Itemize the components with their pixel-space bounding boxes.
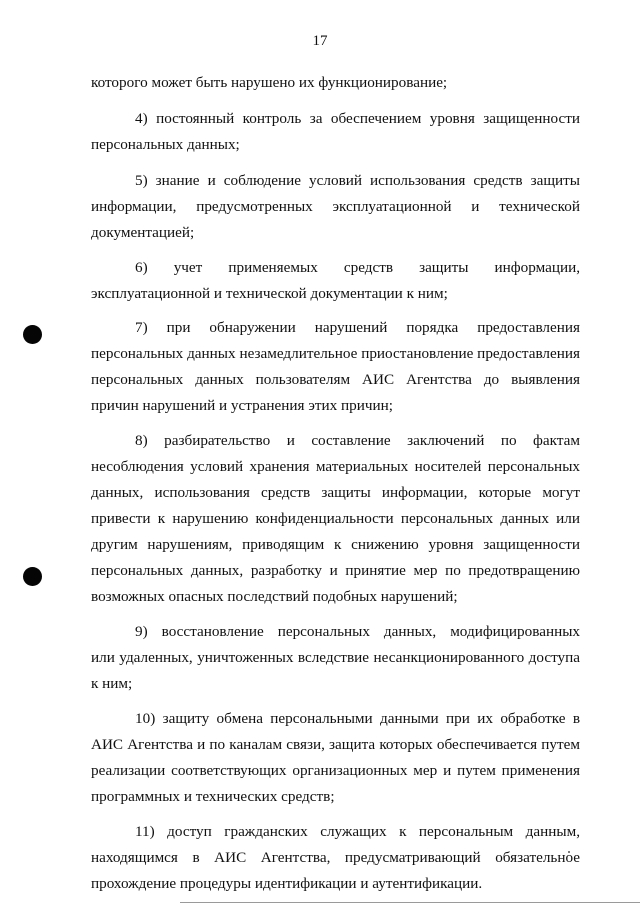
list-item-9-line: или удаленных, уничтоженных вследствие несанкционированного доступа xyxy=(91,649,580,666)
list-item-8-line: данных, использования средств защиты информации, которые могут xyxy=(91,484,580,501)
list-item-4-line: персональных данных; xyxy=(91,136,240,153)
list-item-10-line: реализации соответствующих организационных мер и путем применения xyxy=(91,762,580,779)
text-line: которого может быть нарушено их функционирование; xyxy=(91,74,448,91)
punch-hole-mark xyxy=(23,567,42,586)
page-number: 17 xyxy=(312,33,328,49)
list-item-6-line: эксплуатационной и технической документации к ним; xyxy=(91,285,448,302)
scan-edge-line xyxy=(180,902,640,903)
list-item-7-line: персональных данных пользователям АИС Агентства до выявления xyxy=(91,371,580,388)
list-item-7-line: персональных данных незамедлительное приостановление предоставления xyxy=(91,345,580,362)
list-item-5-line: документацией; xyxy=(91,224,195,241)
list-item-11-line: прохождение процедуры идентификации и аутентификации. xyxy=(91,875,483,892)
list-item-8-line: персональных данных, разработку и принятие мер по предотвращению xyxy=(91,562,580,579)
list-item-8-line: возможных опасных последствий подобных нарушений; xyxy=(91,588,458,605)
document-body xyxy=(91,70,580,897)
list-item-10-line: 10) защиту обмена персональными данными при их обработке в xyxy=(135,710,580,727)
list-item-8-line: привести к нарушению конфиденциальности персональных данных или xyxy=(91,510,580,527)
list-item-9-line: к ним; xyxy=(91,675,133,692)
list-item-11-line: 11) доступ гражданских служащих к персональным данным, xyxy=(135,823,580,840)
list-item-7-line: 7) при обнаружении нарушений порядка предоставления xyxy=(135,319,580,336)
list-item-10-line: программных и технических средств; xyxy=(91,788,335,805)
list-item-7-line: причин нарушений и устранения этих причин; xyxy=(91,397,393,414)
list-item-4-line: 4) постоянный контроль за обеспечением уровня защищенности xyxy=(135,110,580,127)
list-item-11-line: находящимся в АИС Агентства, предусматривающий обязательное xyxy=(91,849,580,866)
list-item-10-line: АИС Агентства и по каналам связи, защита которых обеспечивается путем xyxy=(91,736,580,753)
punch-hole-mark xyxy=(23,325,42,344)
list-item-9-line: 9) восстановление персональных данных, модифицированных xyxy=(135,623,580,640)
list-item-5-line: информации, предусмотренных эксплуатационной и технической xyxy=(91,198,580,215)
list-item-6-line: 6) учет применяемых средств защиты информации, xyxy=(135,259,580,276)
list-item-5-line: 5) знание и соблюдение условий использования средств защиты xyxy=(135,172,580,189)
list-item-8-line: 8) разбирательство и составление заключений по фактам xyxy=(135,432,580,449)
list-item-8-line: другим нарушениям, приводящим к снижению уровня защищенности xyxy=(91,536,580,553)
list-item-8-line: несоблюдения условий хранения материальных носителей персональных xyxy=(91,458,580,475)
